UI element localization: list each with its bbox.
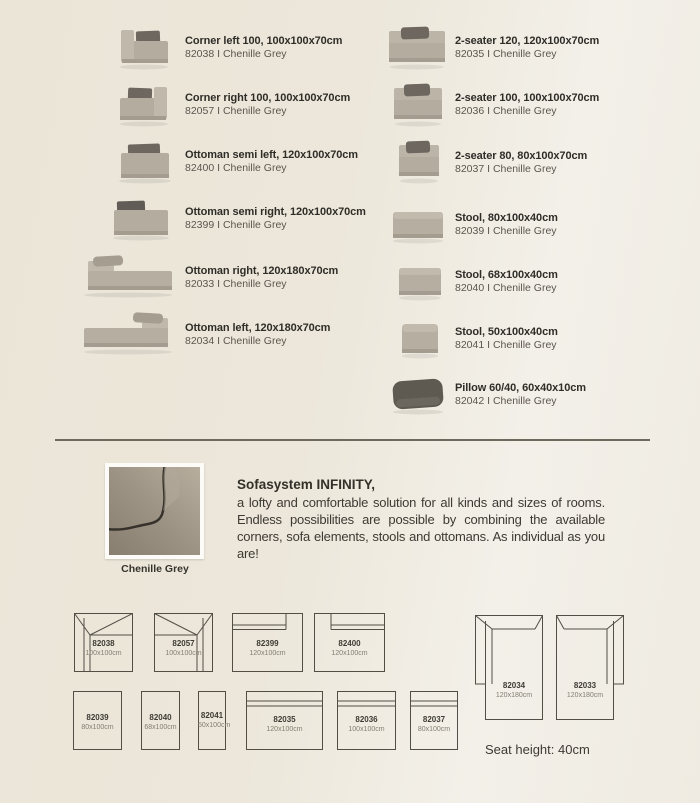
stool-68-image [396, 264, 444, 307]
2-seater-120-image [386, 25, 448, 76]
diagram-size: 100x100cm [348, 726, 385, 733]
diagram-code: 82033 [573, 681, 597, 690]
diagram-82039 [73, 691, 122, 750]
diagram-82034 [475, 615, 543, 720]
section-divider [55, 439, 650, 441]
diagram-size: 100x100cm [165, 650, 202, 657]
2-seater-100-image [391, 82, 445, 133]
diagram-size: 80x100cm [81, 724, 114, 731]
product-name: Stool, 68x100x40cm [455, 269, 558, 281]
product-code: 82057 I Chenille Grey [185, 105, 287, 117]
product-code: 82036 I Chenille Grey [455, 105, 557, 117]
product-name: 2-seater 120, 120x100x70cm [455, 35, 600, 47]
product-name: Pillow 60/40, 60x40x10cm [455, 382, 586, 394]
product-code: 82038 I Chenille Grey [185, 48, 287, 60]
product-name: Stool, 80x100x40cm [455, 212, 558, 224]
diagram-size: 120x180cm [495, 692, 533, 699]
product-name: 2-seater 100, 100x100x70cm [455, 92, 600, 104]
product-code: 82400 I Chenille Grey [185, 162, 287, 174]
pillow-image [388, 374, 448, 421]
ottoman-right-image [80, 253, 176, 304]
product-name: Ottoman semi right, 120x100x70cm [185, 206, 366, 218]
diagram-size: 80x100cm [417, 726, 451, 733]
product-code: 82033 I Chenille Grey [185, 278, 287, 290]
stool-80-image [390, 207, 446, 250]
diagram-code: 82400 [338, 639, 361, 648]
product-code: 82039 I Chenille Grey [455, 225, 557, 237]
product-code: 82041 I Chenille Grey [455, 339, 557, 351]
product-code: 82042 I Chenille Grey [455, 395, 557, 407]
info-title: Sofasystem INFINITY, [237, 477, 376, 492]
diagram-size: 120x180cm [566, 692, 604, 699]
corner-right-100-image [116, 82, 172, 133]
diagram-size: 100x100cm [85, 650, 122, 657]
diagram-code: 82040 [149, 713, 172, 722]
diagram-82037 [410, 691, 458, 750]
diagram-code: 82057 [172, 639, 195, 648]
ottoman-left-image [80, 310, 176, 361]
diagram-code: 82041 [200, 711, 224, 720]
diagram-82040 [141, 691, 180, 750]
ottoman-semi-right-image [108, 196, 174, 247]
product-name: Ottoman right, 120x180x70cm [185, 265, 339, 277]
diagram-code: 82035 [273, 715, 296, 724]
diagram-82399 [232, 613, 303, 672]
diagram-code: 82038 [92, 639, 115, 648]
seat-height-label: Seat height: 40cm [485, 742, 590, 757]
product-name: Ottoman semi left, 120x100x70cm [185, 149, 358, 161]
product-name: Stool, 50x100x40cm [455, 326, 558, 338]
diagram-size: 120x100cm [249, 650, 286, 657]
product-name: Ottoman left, 120x180x70cm [185, 322, 331, 334]
fabric-swatch-image [105, 463, 204, 559]
diagram-82033 [556, 615, 624, 720]
product-code: 82037 I Chenille Grey [455, 163, 557, 175]
swatch-label: Chenille Grey [121, 563, 189, 575]
product-name: 2-seater 80, 80x100x70cm [455, 150, 588, 162]
diagram-code: 82036 [355, 715, 378, 724]
diagram-82400 [314, 613, 385, 672]
product-code: 82034 I Chenille Grey [185, 335, 287, 347]
corner-left-100-image [116, 25, 172, 76]
product-code: 82040 I Chenille Grey [455, 282, 557, 294]
stool-50-image [399, 320, 441, 365]
diagram-82038 [74, 613, 133, 672]
diagram-size: 120x100cm [331, 650, 368, 657]
diagram-82035 [246, 691, 323, 750]
diagram-82041 [198, 691, 231, 750]
product-code: 82399 I Chenille Grey [185, 219, 287, 231]
diagram-code: 82399 [256, 639, 279, 648]
diagram-82057 [154, 613, 213, 672]
diagram-82036 [337, 691, 396, 750]
product-name: Corner right 100, 100x100x70cm [185, 92, 351, 104]
ottoman-semi-left-image [114, 139, 176, 190]
product-code: 82035 I Chenille Grey [455, 48, 557, 60]
diagram-code: 82039 [86, 713, 109, 722]
product-name: Corner left 100, 100x100x70cm [185, 35, 343, 47]
diagram-size: 50x100cm [198, 722, 231, 729]
2-seater-80-image [396, 139, 442, 190]
diagram-code: 82034 [502, 681, 526, 690]
info-description: a lofty and comfortable solution for all kinds and sizes of rooms. Endless possibilities are possible by combining the available corners, sofa elements, stools and ottomans. As individual as you are! [237, 495, 605, 561]
diagram-code: 82037 [422, 715, 446, 724]
diagram-size: 120x100cm [266, 726, 303, 733]
diagram-size: 68x100cm [144, 724, 177, 731]
